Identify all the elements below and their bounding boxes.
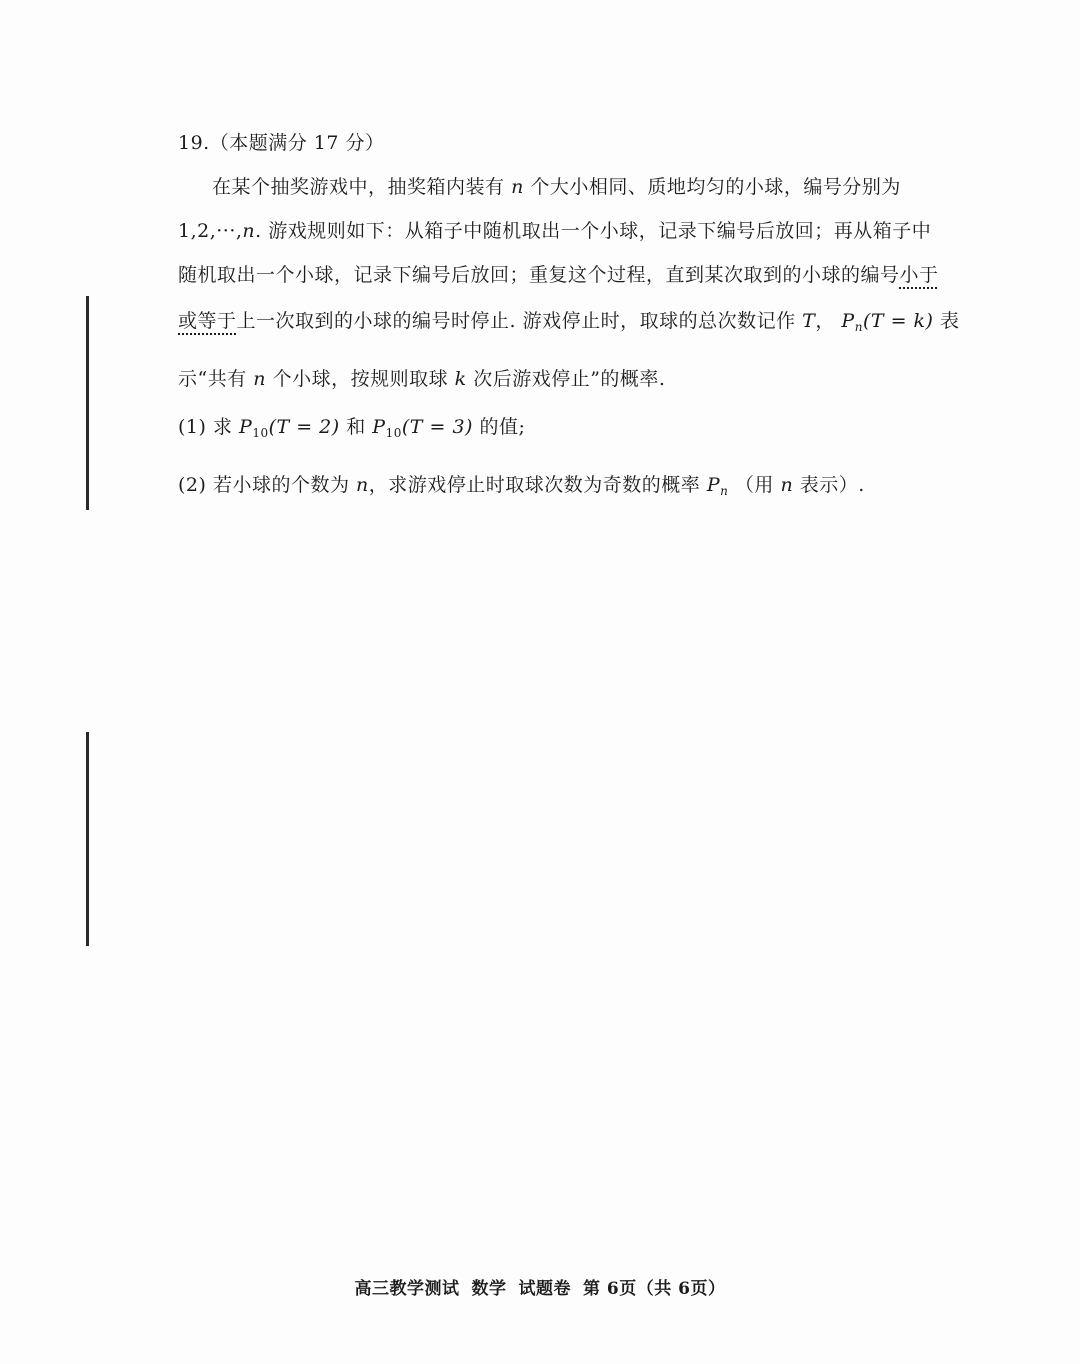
sub-question-label: (1) 求 xyxy=(178,416,233,438)
sub-question-1 xyxy=(178,412,525,439)
stem-text: . 游戏规则如下：从箱子中随机取出一个小球，记录下编号后放回；再从箱子中 xyxy=(255,220,932,242)
math-var-k: k xyxy=(454,368,467,390)
math-subscript: 10 xyxy=(252,426,269,440)
question-score: （本题满分 17 分） xyxy=(209,132,385,154)
math-var-p: P xyxy=(841,310,855,332)
math-var-p: P xyxy=(372,416,386,438)
stem-text: 个小球，按规则取球 xyxy=(272,368,449,390)
math-subscript: n xyxy=(854,320,863,334)
math-var-p: P xyxy=(706,474,721,496)
stem-text: ，求游戏停止时取球次数为奇数的概率 xyxy=(368,474,701,496)
footer-paper-type: 试题卷 xyxy=(518,1279,571,1299)
math-expression: (T = 2) xyxy=(268,416,340,438)
math-expression: (T = k) xyxy=(862,310,934,332)
math-var-n: n xyxy=(511,176,524,198)
math-expression: (T = 3) xyxy=(401,416,473,438)
math-var-n: n xyxy=(242,220,256,242)
stem-line-1 xyxy=(212,172,901,199)
sub-question-label: (2) 若小球的个数为 xyxy=(178,474,350,496)
footer-page-number: 第 6页（共 6页） xyxy=(583,1279,726,1299)
question-header xyxy=(178,128,384,155)
stem-text: 随机取出一个小球，记录下编号后放回；重复这个过程，直到某次取到的小球的编号 xyxy=(178,264,900,286)
emphasis-text: 或等于 xyxy=(178,310,237,332)
stem-text: 在某个抽奖游戏中，抽奖箱内装有 xyxy=(212,176,505,198)
math-var-t: T xyxy=(802,310,816,332)
stem-line-4 xyxy=(178,306,960,333)
stem-text: 次后游戏停止”的概率. xyxy=(473,368,666,390)
stem-text: 示“共有 xyxy=(178,368,247,390)
footer-exam-name: 高三教学测试 xyxy=(354,1279,460,1299)
stem-text: 上一次取到的小球的编号时停止. 游戏停止时，取球的总次数记作 xyxy=(236,310,796,332)
math-sequence: 1,2,···, xyxy=(178,220,243,242)
math-var-p: P xyxy=(239,416,253,438)
emphasis-text: 小于 xyxy=(899,264,939,286)
punctuation: ， xyxy=(815,310,835,332)
sub-question-2 xyxy=(178,470,865,497)
math-var-n: n xyxy=(356,474,369,496)
math-subscript: n xyxy=(720,484,729,498)
stem-text: 的值; xyxy=(479,416,526,438)
math-subscript: 10 xyxy=(385,426,402,440)
stem-line-2 xyxy=(178,216,931,243)
binding-mark xyxy=(86,296,89,510)
footer-subject: 数学 xyxy=(471,1279,507,1299)
stem-text: 个大小相同、质地均匀的小球，编号分别为 xyxy=(530,176,901,198)
stem-text: （用 xyxy=(734,474,774,496)
question-number: 19. xyxy=(178,132,210,154)
stem-line-3 xyxy=(178,260,939,287)
stem-text: 和 xyxy=(346,416,366,438)
binding-mark xyxy=(86,732,89,946)
math-var-n: n xyxy=(253,368,267,390)
stem-line-5 xyxy=(178,364,665,391)
math-var-n: n xyxy=(780,474,794,496)
stem-text: 表 xyxy=(940,310,960,332)
page-footer xyxy=(0,1274,1080,1299)
stem-text: 表示）. xyxy=(799,474,865,496)
